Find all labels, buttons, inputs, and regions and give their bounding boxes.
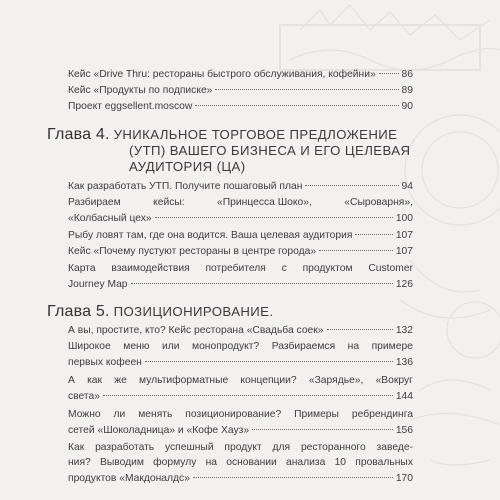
leader-dots (145, 361, 393, 362)
chapter-4-heading[interactable] (47, 127, 427, 175)
word: кейсы: (153, 197, 185, 208)
toc-entry-title: Как разработать УТП. Получите пошаговый план (68, 181, 303, 192)
word: «Принцесса Шоко», (217, 197, 312, 208)
chapter-title-line: АУДИТОРИЯ (ЦА) (129, 159, 246, 174)
word: как (87, 375, 103, 386)
word: мультиформатные (139, 375, 229, 386)
toc-page-number: 170 (395, 472, 413, 484)
toc-page-number: 132 (395, 325, 413, 336)
toc-entry[interactable] (68, 68, 413, 81)
word: на (347, 341, 360, 352)
word: ли (113, 409, 126, 420)
toc-entry[interactable] (68, 180, 413, 193)
word: ребрендинга (351, 409, 413, 420)
toc-entry[interactable] (68, 245, 413, 258)
word: Разбираем (68, 197, 121, 208)
word: Customer (368, 263, 413, 274)
word: для (272, 442, 291, 453)
word: концепции? (240, 375, 297, 386)
leader-dots (305, 185, 398, 186)
chapter-title-line: УНИКАЛЬНОЕ ТОРГОВОЕ ПРЕДЛОЖЕНИЕ (113, 127, 398, 142)
word: «Вокруг (375, 375, 413, 386)
toc-page-number: 89 (401, 85, 413, 96)
leader-dots (103, 395, 393, 396)
toc-entry[interactable] (68, 229, 413, 242)
word: взаимодействия (111, 263, 190, 274)
word: анализа (286, 457, 326, 469)
word: продуктом (302, 263, 353, 274)
chapter-number: Глава 5. (47, 303, 110, 320)
word: потребителя (205, 263, 266, 274)
toc-entry[interactable] (68, 100, 413, 113)
word: монопродукт? (192, 341, 260, 352)
word: же (114, 375, 127, 386)
leader-dots (155, 217, 393, 218)
word: Можно (68, 409, 101, 420)
toc-entry-title: А вы, простите, кто? Кейс ресторана «Свадьба соек» (68, 325, 324, 336)
word: А (68, 375, 75, 386)
toc-entry[interactable] (68, 340, 413, 370)
chapter-number: Глава 4. (47, 126, 110, 143)
toc-entry[interactable] (68, 262, 413, 292)
word: формулу (153, 457, 197, 469)
toc-entry-title: Рыбу ловят там, где она водится. Ваша целевая аудитория (68, 230, 353, 241)
leader-dots (355, 234, 392, 235)
leader-dots (327, 329, 393, 330)
word: Карта (68, 263, 96, 274)
word: ния? (68, 457, 91, 469)
toc-entry[interactable] (68, 84, 413, 97)
toc-page-number: 144 (395, 391, 413, 403)
word: меню (123, 341, 150, 352)
toc-entry-title: света» (68, 391, 100, 403)
toc-entry-title: продуктов «Макдоналдс» (68, 472, 190, 484)
toc-page-number: 90 (401, 101, 413, 112)
word: «Сыроварня», (344, 197, 413, 208)
chapter-5-heading[interactable] (47, 304, 427, 320)
word: успешный (164, 442, 214, 453)
word: провальных (355, 457, 413, 469)
toc-entry-title: Кейс «Почему пустуют рестораны в центре города» (68, 246, 317, 257)
toc-entry-title: Кейс «Drive Thru: рестораны быстрого обслуживания, кофейни» (68, 69, 376, 80)
toc-entry-title: первых кофеен (68, 357, 142, 369)
toc-entry[interactable] (68, 196, 413, 226)
word: разработать (95, 442, 155, 453)
toc-entry-title: Кейс «Продукты по подписке» (68, 85, 213, 96)
word: основании (226, 457, 277, 469)
toc-entry-title: сетей «Шоколадница» и «Кофе Хауз» (68, 425, 250, 437)
leader-dots (319, 250, 393, 251)
leader-dots (252, 429, 393, 430)
toc-entry-title: «Колбасный цех» (68, 213, 152, 225)
leader-dots (131, 283, 393, 284)
word: на (205, 457, 217, 469)
word: ресторанного (300, 442, 366, 453)
word: 10 (334, 457, 347, 469)
word: Разбираемся (271, 341, 336, 352)
word: «Зарядье», (308, 375, 364, 386)
toc-page-number: 156 (395, 425, 413, 437)
word: позиционирование? (185, 409, 282, 420)
toc-entry[interactable] (68, 374, 413, 404)
word: Широкое (68, 341, 111, 352)
toc-page-number: 126 (395, 279, 413, 291)
word: менять (138, 409, 173, 420)
leader-dots (379, 73, 399, 74)
toc-page-number: 136 (395, 357, 413, 369)
word: заведе- (376, 442, 413, 453)
toc-page-number: 107 (395, 230, 413, 241)
word: примере (371, 341, 413, 352)
chapter-title-line: (УТП) ВАШЕГО БИЗНЕСА И ЕГО ЦЕЛЕВАЯ (129, 143, 411, 158)
toc-entry-title: Journey Map (68, 279, 128, 291)
toc-page-number: 94 (401, 181, 413, 192)
word: Выводим (99, 457, 144, 469)
toc-page-number: 107 (395, 246, 413, 257)
word: продукт (224, 442, 262, 453)
leader-dots (195, 105, 398, 106)
toc-entry[interactable] (68, 408, 413, 438)
word: Примеры (294, 409, 339, 420)
toc-page-number: 86 (401, 69, 413, 80)
word: с (281, 263, 287, 274)
toc-page-number: 100 (395, 213, 413, 225)
word: или (161, 341, 180, 352)
toc-entry[interactable] (68, 441, 413, 485)
leader-dots (215, 89, 398, 90)
leader-dots (193, 477, 393, 478)
toc-entry-title: Проект eggsellent.moscow (68, 101, 193, 112)
chapter-title: ПОЗИЦИОНИРОВАНИЕ. (113, 304, 274, 319)
word: Как (68, 442, 85, 453)
toc-entry[interactable] (68, 324, 413, 337)
